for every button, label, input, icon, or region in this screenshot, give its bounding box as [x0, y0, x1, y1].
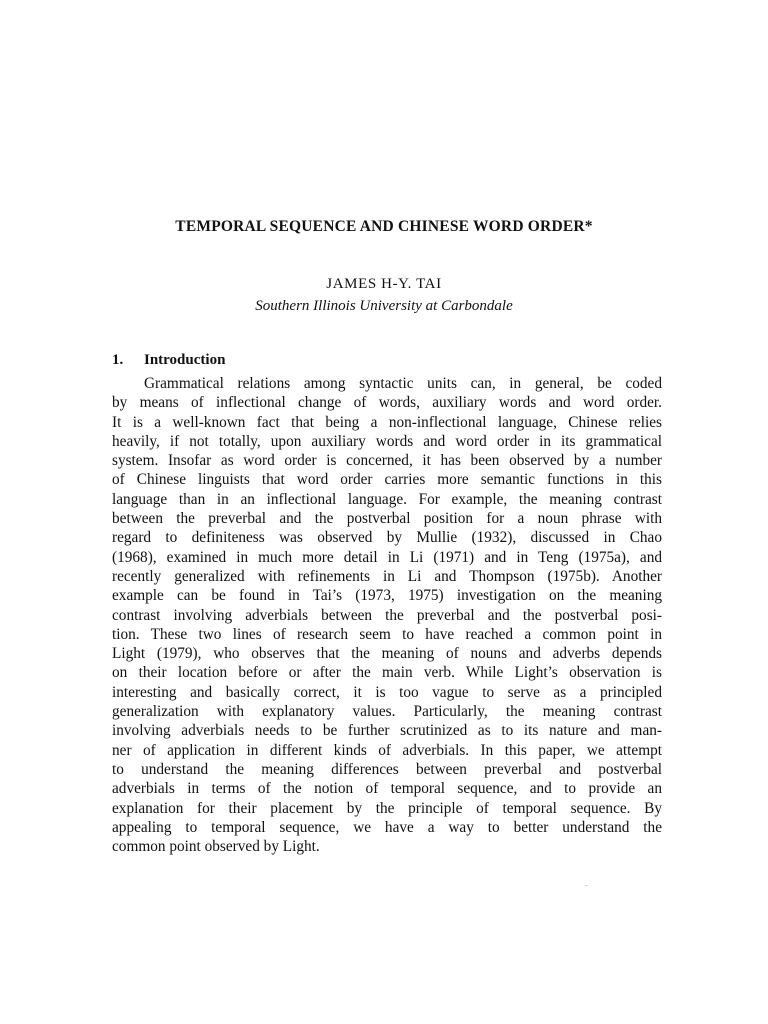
paragraph-line: adverbials in terms of the notion of temporal sequence, and to provide an [112, 780, 662, 798]
paragraph-line: heavily, if not totally, upon auxiliary words and word order in its grammatical [112, 432, 662, 450]
author-affiliation: Southern Illinois University at Carbondale [255, 298, 513, 314]
paper-title: TEMPORAL SEQUENCE AND CHINESE WORD ORDER* [175, 218, 593, 235]
scan-speck [585, 885, 588, 886]
paragraph-line: interesting and basically correct, it is too vague to serve as a principled [112, 683, 662, 701]
paragraph-line: ner of application in different kinds of adverbials. In this paper, we attempt [112, 741, 662, 759]
author-name: JAMES H-Y. TAI [326, 276, 442, 292]
paragraph-line: tion. These two lines of research seem to have reached a common point in [112, 625, 662, 643]
paragraph-line: appealing to temporal sequence, we have a way to better understand the [112, 818, 662, 836]
paragraph-line: involving adverbials needs to be further scrutinized as to its nature and man- [112, 722, 662, 740]
paragraph-line: It is a well-known fact that being a non-inflectional language, Chinese relies [112, 413, 662, 431]
section-heading [112, 352, 225, 369]
paragraph-line: Grammatical relations among syntactic units can, in general, be coded [144, 375, 662, 392]
paragraph-line: explanation for their placement by the principle of temporal sequence. By [112, 799, 662, 817]
paragraph-line: between the preverbal and the postverbal position for a noun phrase with [112, 510, 662, 528]
paragraph-line: generalization with explanatory values. Particularly, the meaning contrast [112, 703, 662, 721]
paragraph-line: to understand the meaning differences between preverbal and postverbal [112, 760, 662, 778]
paragraph-line: by means of inflectional change of words, auxiliary words and word order. [112, 394, 662, 412]
section-title: Introduction [144, 352, 226, 368]
paragraph-line: common point observed by Light. [112, 838, 320, 856]
paragraph-line: regard to definiteness was observed by Mullie (1932), discussed in Chao [112, 529, 662, 547]
paragraph-line: (1968), examined in much more detail in Li (1971) and in Teng (1975a), and [112, 548, 662, 566]
introduction-paragraph [112, 374, 662, 856]
paragraph-line: example can be found in Tai’s (1973, 1975) investigation on the meaning [112, 587, 662, 605]
paragraph-line: recently generalized with refinements in Li and Thompson (1975b). Another [112, 567, 662, 585]
paragraph-line: system. Insofar as word order is concerned, it has been observed by a number [112, 452, 662, 470]
paragraph-line: on their location before or after the main verb. While Light’s observation is [112, 664, 662, 682]
paragraph-line: Light (1979), who observes that the meaning of nouns and adverbs depends [112, 645, 662, 663]
paragraph-line: contrast involving adverbials between the preverbal and the postverbal posi- [112, 606, 662, 624]
paragraph-line: language than in an inflectional language. For example, the meaning contrast [112, 490, 662, 508]
section-number: 1. [112, 352, 124, 368]
paragraph-line: of Chinese linguists that word order carries more semantic functions in this [112, 471, 662, 489]
